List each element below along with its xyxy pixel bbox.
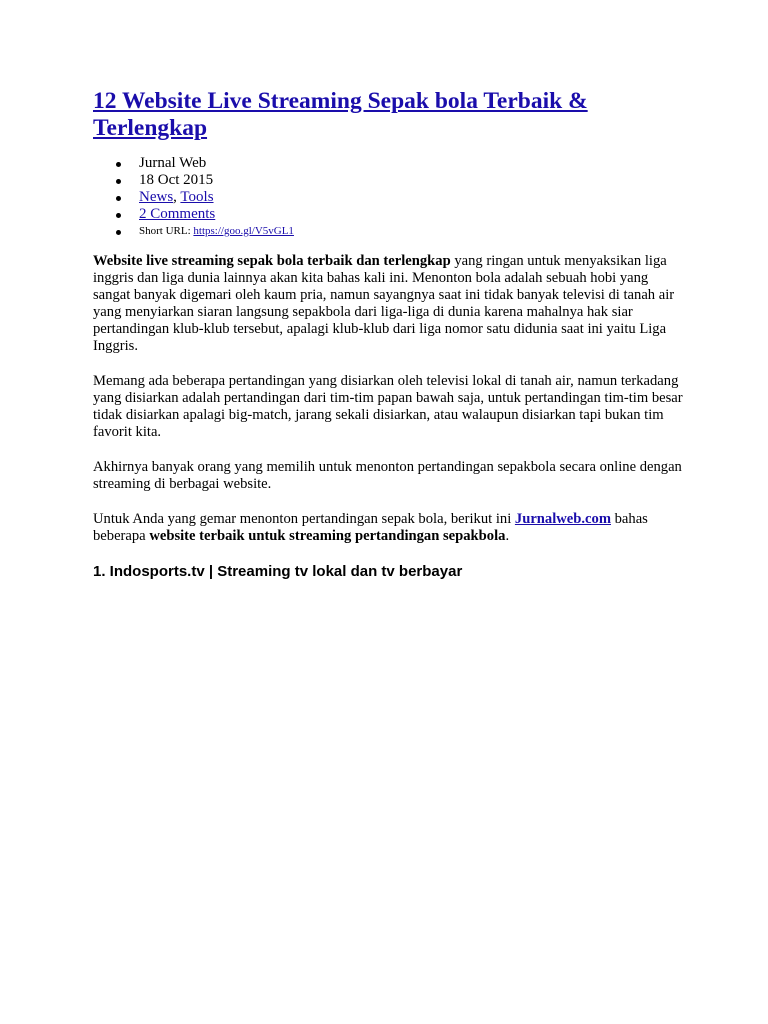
article-title-link[interactable]: 12 Website Live Streaming Sepak bola Terbaik & Terlengkap [93,88,588,141]
bullet-icon [116,196,121,201]
category-link-news[interactable]: News [139,189,174,205]
bullet-icon [116,162,121,167]
meta-categories-item [93,189,683,206]
category-separator: , [173,189,181,205]
meta-author-item [93,155,683,172]
paragraph-3: Akhirnya banyak orang yang memilih untuk menonton pertandingan sepakbola secara online dengan streaming di berbagai website. [93,459,682,492]
jurnalweb-link[interactable]: Jurnalweb.com [514,511,611,527]
meta-date-item [93,172,683,189]
section-heading-1: 1. Indosports.tv | Streaming tv lokal dan tv berbayar [93,563,463,580]
meta-date: 18 Oct 2015 [139,172,214,188]
intro-bold-lead: Website live streaming sepak bola terbaik dan terlengkap [93,253,451,269]
short-url-link[interactable]: https://goo.gl/V5vGL1 [193,225,294,237]
p4-text-after: . [505,528,510,544]
bullet-icon [116,230,121,235]
category-link-tools[interactable]: Tools [180,189,214,205]
paragraph-2: Memang ada beberapa pertandingan yang disiarkan oleh televisi lokal di tanah air, namun terkadang yang disiarkan adalah pertandingan dari tim-tim papan bawah saja, untuk pertandingan tim-tim besar tidak disiarkan apalagi big-match, jarang sekali disiarkan, atau walaupun disiarkan tapi bukan tim favorit kita. [93,373,683,440]
bullet-icon [116,213,121,218]
bullet-icon [116,179,121,184]
meta-short-url-item [93,223,683,240]
comments-link[interactable]: 2 Comments [139,206,216,222]
intro-text: yang ringan untuk menyaksikan liga inggris dan liga dunia lainnya akan kita bahas kali ini. Menonton bola adalah sebuah hobi yang sangat banyak digemari oleh kaum pria, namun sayangnya saat ini tidak banyak televisi di tanah air yang menyiarkan siaran langsung sepakbola dari liga-liga di dunia karena mahalnya hak siar pertandingan klub-klub tersebut, apalagi klub-klub dari liga nomor satu didunia saat ini yaitu Liga Inggris. [93,253,675,354]
article-meta-list [93,155,683,240]
short-url-label: Short URL: [139,225,194,237]
meta-author: Jurnal Web [139,155,207,171]
article-title [93,88,683,142]
p4-text-before: Untuk Anda yang gemar menonton pertandingan sepak bola, berikut ini [93,511,515,527]
meta-comments-item [93,206,683,223]
paragraph-intro [93,253,683,355]
paragraph-4 [93,511,683,545]
p4-bold: website terbaik untuk streaming pertandingan sepakbola [149,528,506,544]
article [93,88,683,581]
p4-text-middle: bahas beberapa [93,511,648,544]
